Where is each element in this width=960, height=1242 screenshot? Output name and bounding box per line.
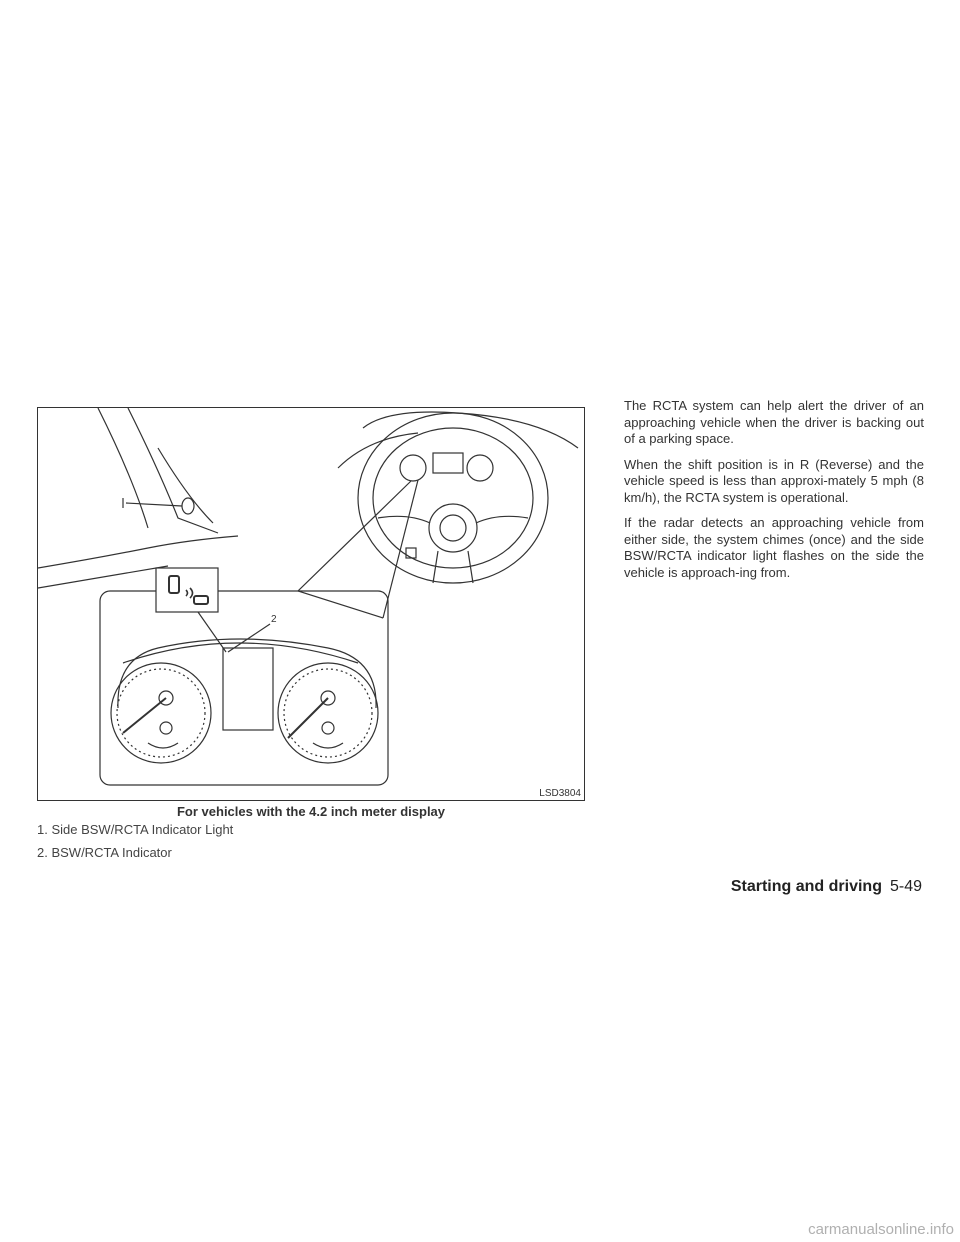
- inset-frame: [100, 591, 388, 785]
- dashboard-drawing: [38, 408, 585, 801]
- upper-left-gauge: [400, 455, 426, 481]
- upper-display: [433, 453, 463, 473]
- footer-section-title: Starting and driving: [730, 878, 882, 895]
- figure-code: LSD3804: [539, 788, 581, 799]
- wheel-hub: [429, 504, 477, 552]
- paragraph-1: The RCTA system can help alert the driver of an approaching vehicle when the driver is backing out of a parking space.: [624, 398, 924, 446]
- paragraph-3: If the radar detects an approaching vehicle from either side, the system chimes (once) and the side BSW/RCTA indicator light flashes on the side the vehicle is approach-ing from.: [624, 515, 924, 580]
- figure-caption: For vehicles with the 4.2 inch meter display: [176, 804, 446, 819]
- legend-item-2: 2. BSW/RCTA Indicator: [37, 845, 172, 860]
- body-text: [624, 398, 924, 590]
- upper-right-gauge: [467, 455, 493, 481]
- page-footer: [731, 878, 922, 896]
- dashboard-illustration: [37, 407, 585, 801]
- watermark: carmanualsonline.info: [808, 1221, 954, 1238]
- label-2: 2: [271, 614, 277, 625]
- steering-wheel-outer: [358, 413, 548, 583]
- legend-item-1: 1. Side BSW/RCTA Indicator Light: [37, 822, 234, 837]
- page-number: 5-49: [889, 878, 922, 895]
- center-display: [223, 648, 273, 730]
- callout-line: [298, 481, 411, 618]
- paragraph-2: When the shift position is in R (Reverse) and the vehicle speed is less than approxi-mately 5 mph (8 km/h), the RCTA system is operational.: [624, 456, 924, 505]
- side-indicator-light: [182, 498, 194, 514]
